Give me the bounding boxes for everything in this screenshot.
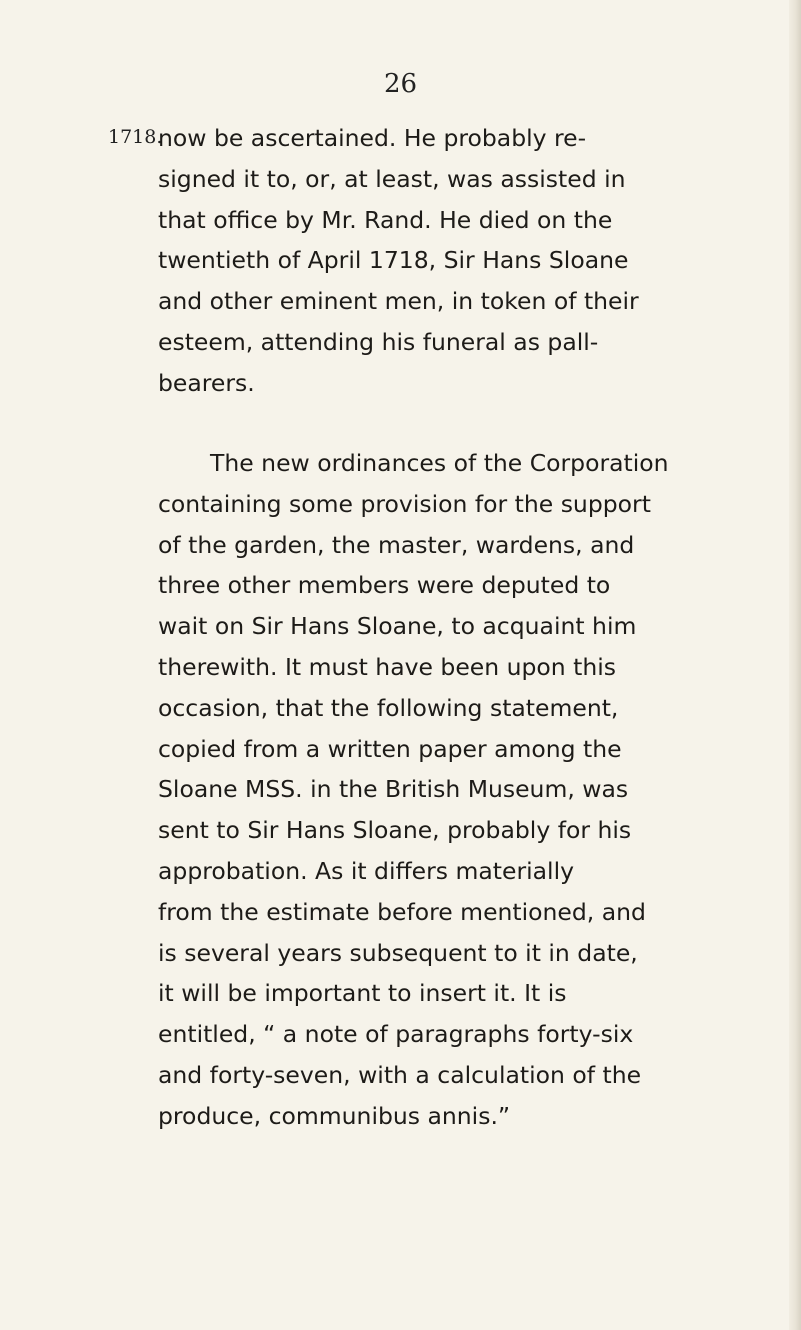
text-line: bearers. [158, 368, 255, 397]
text-line: produce, communibus annis.” [158, 1101, 511, 1130]
text-line: entitled, “ a note of paragraphs forty-six [158, 1020, 634, 1049]
text-line: approbation. As it differs materially [158, 856, 575, 885]
text-line: and other eminent men, in token of their [158, 287, 639, 316]
text-line: of the garden, the master, wardens, and [158, 530, 635, 559]
text-line: and forty-seven, with a calculation of the [158, 1060, 642, 1089]
page-number: 26 [383, 69, 418, 99]
text-line: occasion, that the following statement, [158, 693, 619, 722]
text-line: containing some provision for the support [158, 489, 651, 518]
text-line: it will be important to insert it. It is [158, 979, 567, 1008]
text-line: therewith. It must have been upon this [158, 652, 617, 681]
text-line: from the estimate before mentioned, and [158, 897, 646, 926]
page-edge-shadow [789, 0, 801, 1330]
text-line: three other members were deputed to [158, 571, 611, 600]
text-line: sent to Sir Hans Sloane, probably for his [158, 816, 632, 845]
text-line: signed it to, or, at least, was assisted in [158, 164, 626, 193]
text-line: copied from a written paper among the [158, 734, 622, 763]
text-line: The new ordinances of the Corporation [210, 449, 669, 477]
margin-year-note: 1718. [108, 126, 163, 148]
text-line: wait on Sir Hans Sloane, to acquaint him [158, 612, 637, 641]
text-line: that office by Mr. Rand. He died on the [158, 205, 613, 234]
text-line: now be ascertained. He probably re- [158, 124, 587, 152]
text-line: esteem, attending his funeral as pall- [158, 327, 599, 356]
text-line: is several years subsequent to it in date, [158, 938, 638, 967]
paragraph-2 [158, 443, 748, 1137]
text-line: Sloane MSS. in the British Museum, was [158, 775, 629, 804]
text-line: twentieth of April 1718, Sir Hans Sloane [158, 246, 629, 275]
paragraph-1 [158, 118, 748, 404]
